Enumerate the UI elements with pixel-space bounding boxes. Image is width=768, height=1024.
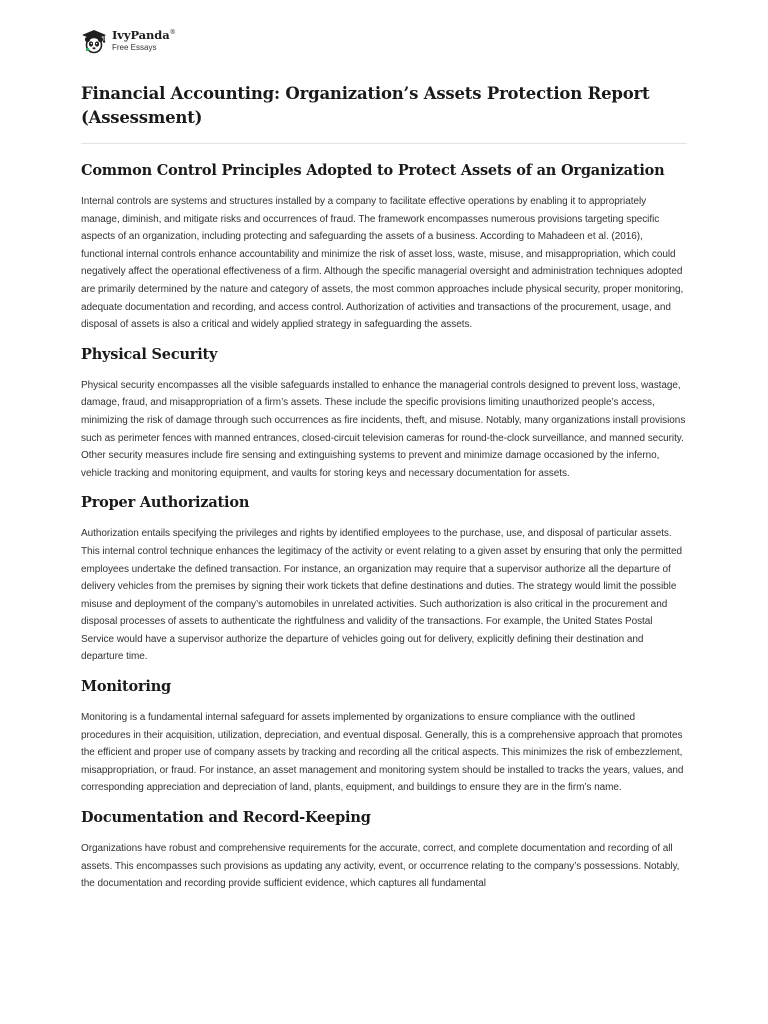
section-paragraph: Physical security encompasses all the visible safeguards installed to enhance the managerial controls designed to prevent loss, wastage, damage, fraud, and misappropriation of a firm’s assets. These include the specific provisions limiting unauthorized people’s access, minimizing the risk of damage through such occurrences as fire incidents, theft, and misuse. Notably, many organizations install provisions such as perimeter fences with manned entrances, closed-circuit television cameras for round-the-clock surveillance, and manned security. Other security measures include fire sensing and extinguishing systems to prevent and minimize damage occasioned by the inferno, vehicle tracking and monitoring equipment, and vaults for storing keys and necessary documentation for assets. [81, 379, 686, 479]
site-logo[interactable] [81, 27, 176, 55]
section-heading: Monitoring [81, 678, 171, 696]
section-paragraph: Monitoring is a fundamental internal safeguard for assets implemented by organizations to ensure compliance with the outlined procedures in their acquisition, utilization, depreciation, and eventual disposal. Generally, this is a comprehensive approach that promotes the efficient and proper use of company assets by tracking and recording all the critical aspects. This minimizes the risk of embezzlement, misappropriation, or fraud. For instance, an asset management and monitoring system should be installed to tracks the years, values, and corresponding appreciation and depreciation of land, plants, equipment, and buildings to ensure they are in the firm’s name. [81, 712, 684, 794]
section-heading: Physical Security [81, 345, 218, 363]
section-heading: Documentation and Record-Keeping [81, 809, 371, 827]
section-paragraph: Internal controls are systems and structures installed by a company to facilitate effective operations by enabling it to appropriately manage, diminish, and mitigate risks and occurrences of fraud. The framework encompasses numerous provisions targeting specific aspects of an organization, including protecting and safeguarding the assets of a business. According to Mahadeen et al. (2016), functional internal controls enhance accountability and minimize the risk of asset loss, waste, misuse, and misappropriation, which could negatively affect the operational effectiveness of a firm. Although the specific managerial oversight and administration techniques adopted are primarily determined by the nature and category of assets, the most common approaches include physical security, proper monitoring, adequate documentation and recording, and access control. Authorization of activities and transactions of the procurement, usage, and disposal of assets is also a critical and widely applied strategy in safeguarding the assets. [81, 196, 684, 331]
article-body [81, 160, 687, 893]
section-heading: Common Control Principles Adopted to Protect Assets of an Organization [81, 162, 665, 179]
section-paragraph: Organizations have robust and comprehensive requirements for the accurate, correct, and complete documentation and recording of all assets. This encompasses such provisions as updating any activity, event, or occurrence relating to the company’s possessions. Notably, the documentation and recording provide sufficient evidence, which captures all fundamental [81, 843, 680, 890]
title-divider [81, 143, 687, 144]
ivypanda-logo-icon [81, 28, 107, 54]
page-title: Financial Accounting: Organization’s Assets Protection Report (Assessment) [81, 84, 650, 127]
brand-subtitle: Free Essays [112, 43, 157, 53]
section-paragraph: Authorization entails specifying the privileges and rights by identified employees to the purchase, use, and disposal of particular assets. This internal control technique enhances the legitimacy of the activity or event relating to a given asset by ensuring that only the permitted employees undertake the defined transaction. For instance, an organization may require that a supervisor authorize all the departure of delivery vehicles from the premises by signing their work tickets that define destinations and duties. The strategy would limit the possible misuse and deployment of the company’s automobiles in unrelated activities. Such authorization is also critical in the procurement and disposal processes of assets to authenticate the rightfulness and validity of the transactions. For example, the United States Postal Service would have a supervisor authorize the departure of vehicles going out for delivery, explicitly defining their destination and departure time. [81, 528, 683, 663]
brand-name: IvyPanda® [112, 27, 176, 42]
section-heading: Proper Authorization [81, 494, 250, 512]
